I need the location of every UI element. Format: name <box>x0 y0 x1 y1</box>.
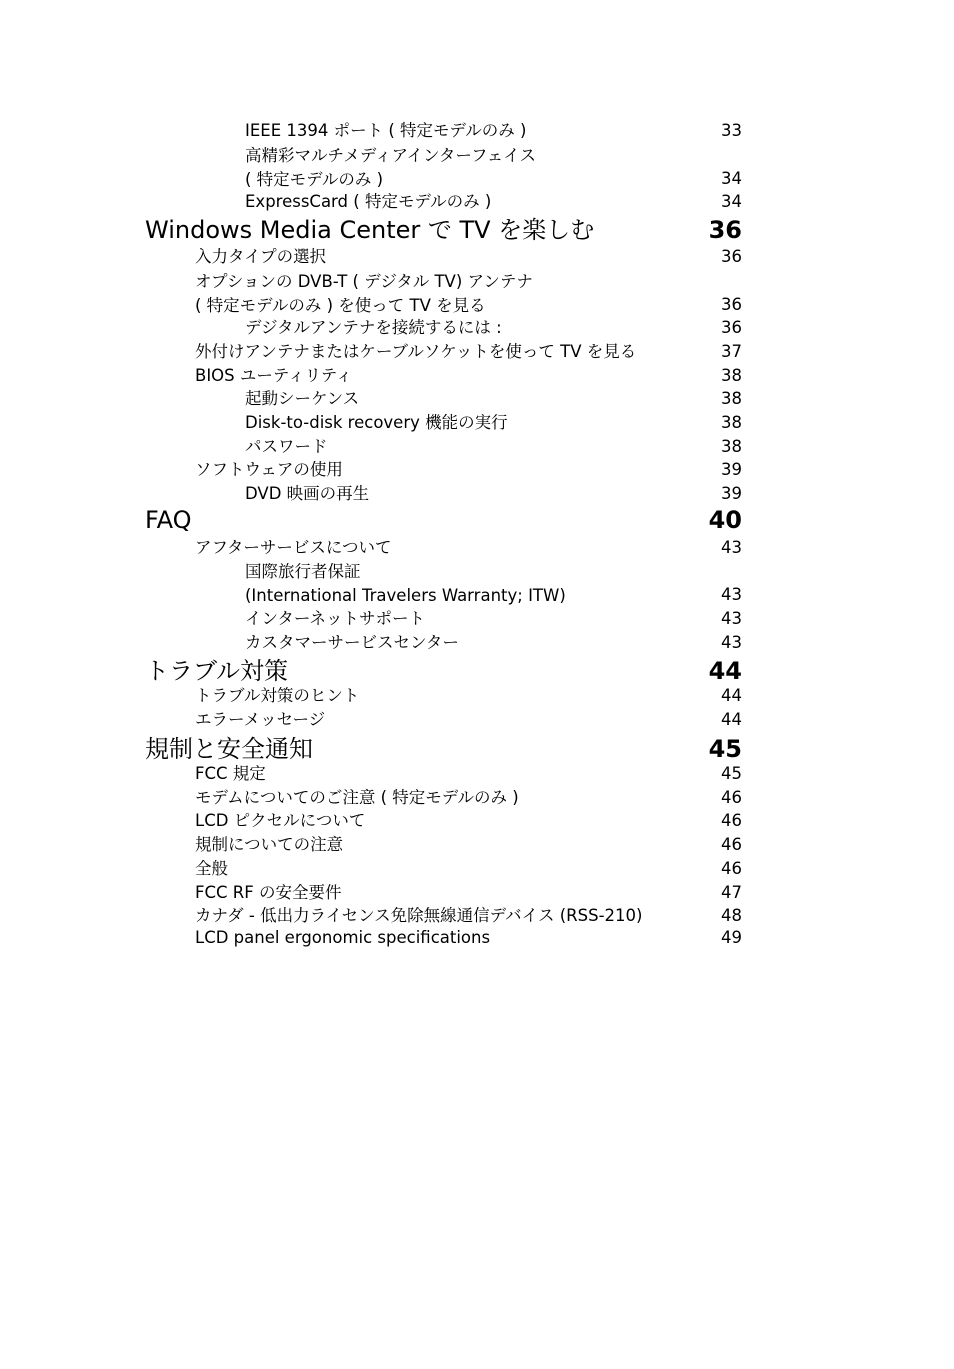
toc-entry-page-number: 36 <box>708 216 742 244</box>
toc-entry-title: BIOS ユーティリティ <box>195 366 353 385</box>
toc-entry-title: 入力タイプの選択 <box>195 247 327 266</box>
toc-entry-title: 規制と安全通知 <box>145 735 313 763</box>
toc-entry-title: DVD 映画の再生 <box>245 484 370 503</box>
toc-entry-page-number: 43 <box>721 584 742 604</box>
toc-entry-page-number: 44 <box>708 657 742 685</box>
toc-entry-page-number: 43 <box>721 609 742 628</box>
toc-entry-page-number: 48 <box>721 906 742 925</box>
toc-entry-title: ソフトウェアの使用 <box>195 460 343 479</box>
toc-entry-title: 国際旅行者保証 <box>245 562 361 581</box>
toc-entry-page-number: 34 <box>721 168 742 188</box>
toc-entry-page-number: 44 <box>721 710 742 729</box>
toc-entry-page-number: 45 <box>721 764 742 783</box>
toc-entry-page-number: 36 <box>721 247 742 266</box>
toc-entry-title: LCD ピクセルについて <box>195 811 366 830</box>
toc-entry-title: (International Travelers Warranty; ITW) <box>245 585 566 605</box>
toc-entry-page-number: 43 <box>721 538 742 557</box>
toc-entry-title: FAQ <box>145 506 192 534</box>
toc-entry-title: インターネットサポート <box>245 609 426 628</box>
toc-entry-page-number: 34 <box>721 192 742 211</box>
toc-entry-title: 起動シーケンス <box>245 389 360 408</box>
toc-entry-title: デジタルアンテナを接続するには : <box>245 318 502 337</box>
toc-entry-title: トラブル対策 <box>145 657 289 685</box>
toc-entry-page-number: 40 <box>708 506 742 534</box>
toc-entry-page-number: 46 <box>721 859 742 878</box>
toc-entry-title: トラブル対策のヒント <box>195 686 360 705</box>
toc-entry-page-number: 38 <box>721 389 742 408</box>
toc-entry-page-number: 49 <box>721 928 742 947</box>
toc-entry-title: FCC RF の安全要件 <box>195 883 342 902</box>
toc-entry-page-number: 47 <box>721 883 742 902</box>
toc-entry-title: カナダ - 低出力ライセンス免除無線通信デバイス (RSS-210) <box>195 906 643 925</box>
toc-entry-title: カスタマーサービスセンター <box>245 633 459 652</box>
toc-entry-page-number: 46 <box>721 788 742 807</box>
toc-entry-page-number: 44 <box>721 686 742 705</box>
toc-entry-page-number: 38 <box>721 437 742 456</box>
toc-entry-page-number: 39 <box>721 484 742 503</box>
toc-entry-page-number: 38 <box>721 366 742 385</box>
toc-entry-title: ( 特定モデルのみ ) <box>245 169 384 189</box>
toc-entry-page-number: 46 <box>721 835 742 854</box>
toc-entry-title: LCD panel ergonomic specifications <box>195 928 491 947</box>
toc-entry-title: 高精彩マルチメディアインターフェイス <box>245 146 537 165</box>
toc-entry-page-number: 38 <box>721 413 742 432</box>
toc-entry-title: エラーメッセージ <box>195 710 326 729</box>
toc-entry-title: モデムについてのご注意 ( 特定モデルのみ ) <box>195 788 519 807</box>
toc-entry-title: 外付けアンテナまたはケーブルソケットを使って TV を見る <box>195 342 637 361</box>
toc-entry-title: FCC 規定 <box>195 764 266 783</box>
toc-entry-title: 規制についての注意 <box>195 835 344 854</box>
toc-entry-title: ExpressCard ( 特定モデルのみ ) <box>245 192 492 211</box>
toc-entry-title: パスワード <box>245 437 328 456</box>
toc-entry-page-number: 36 <box>721 294 742 314</box>
toc-entry-title: Disk-to-disk recovery 機能の実行 <box>245 413 508 432</box>
toc-entry-title: ( 特定モデルのみ ) を使って TV を見る <box>195 295 486 315</box>
toc-entry-page-number: 37 <box>721 342 742 361</box>
toc-entry-page-number: 36 <box>721 318 742 337</box>
toc-entry-page-number: 46 <box>721 811 742 830</box>
toc-entry-page-number: 45 <box>708 735 742 763</box>
toc-entry-title: Windows Media Center で TV を楽しむ <box>145 216 595 244</box>
toc-entry-title: IEEE 1394 ポート ( 特定モデルのみ ) <box>245 121 527 140</box>
toc-entry-page-number: 39 <box>721 460 742 479</box>
toc-entry-title: オプションの DVB-T ( デジタル TV) アンテナ <box>195 272 533 291</box>
toc-entry-title: 全般 <box>195 859 228 878</box>
toc-entry-page-number: 43 <box>721 633 742 652</box>
toc-entry-title: アフターサービスについて <box>195 538 392 557</box>
toc-entry-page-number: 33 <box>721 121 742 140</box>
